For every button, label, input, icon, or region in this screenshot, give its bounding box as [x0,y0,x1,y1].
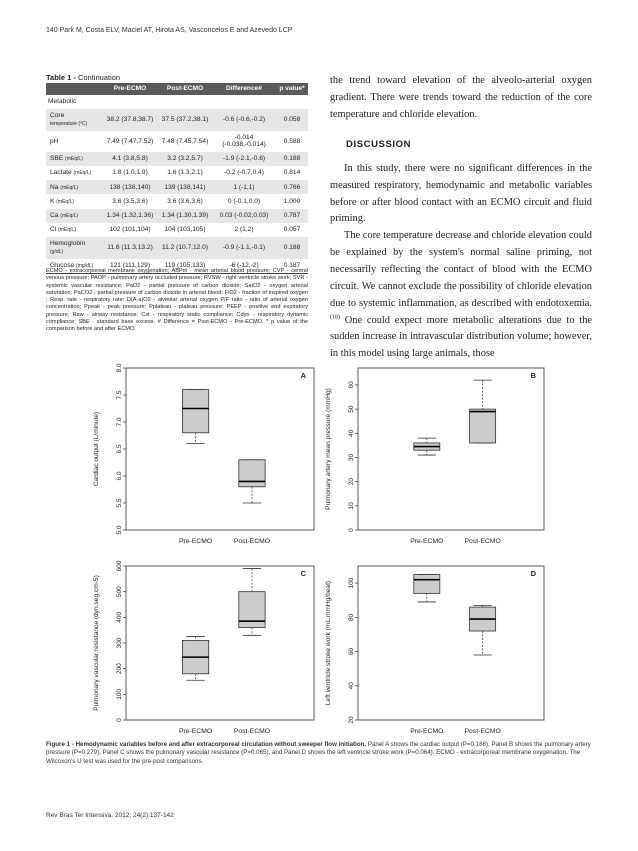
x-category-label: Pre-ECMO [410,538,444,545]
y-tick-label: 60 [348,647,355,656]
box-iqr [239,460,265,487]
table-cell-post-value: 1.34 (1.30,1.39) [158,209,212,223]
table-cell-row-label [46,209,102,223]
y-tick-label: 300 [116,637,123,649]
table-cell-pre-value: 102 (101,104) [109,225,151,233]
figure-caption [46,741,594,766]
table-header-p-value: p value* [276,83,308,95]
table-cell-row-label [46,180,102,194]
table-cell-p-value: 0.187 [276,259,308,274]
table-title-rest: Continuation [75,73,121,82]
y-axis-label: Left ventricle stroke work (mL.mmHg/beat) [325,580,332,706]
panel-label: A [300,371,306,380]
y-tick-label: 20 [348,478,355,486]
table-cell-row-label [46,194,102,208]
figure-caption-title: Figure 1 - Hemodynamic variables before and after extracorporeal circulation without sweeper flow initiation. [46,741,367,748]
table-header-pre: Pre-ECMO [102,83,158,95]
row-label-unit: (mEq/L) [73,170,92,177]
y-tick-label: 10 [348,502,355,510]
table-cell-post-value: 104 (103,105) [164,225,206,233]
body-paragraph-continuation: the trend toward elevation of the alveolo-arterial oxygen gradient. There were trends toward the reduction of the core temperature and chloride elevation. [330,75,592,120]
table-cell-p-value: 0.188 [276,152,308,166]
page-footer: Rev Bras Ter Intensiva. 2012; 24(2):137-142 [46,812,174,819]
x-category-label: Pre-ECMO [178,538,213,545]
y-tick-label: 7.5 [116,390,123,400]
figure-panel-d [320,558,550,740]
y-tick-label: 40 [348,429,355,437]
x-category-label: Post-ECMO [464,538,501,545]
y-tick-label: 5.5 [116,498,123,508]
boxplot-c [88,558,320,740]
row-label-text: Glucose [50,261,75,269]
table-row [46,152,308,166]
table-cell-difference-value: -0.014 (-0.038,-0.014) [222,133,266,149]
table-body [46,95,308,273]
table-cell-difference-value: -6 (-12,-2) [212,259,276,274]
x-category-label: Pre-ECMO [178,728,213,735]
figure-caption-body: Panel A shows the cardiac output (P=0.188), Panel B shows the pulmonary artery pressure (P=0.279), Panel C shows the pulmonary vascular resistance (P=0.065), and Panel D shows the left ventricle stroke work (P=0.064). ECMO - extracorporeal membrane oxygenation. The Wilcoxon's U test was used for the pre-post comparisons. [46,741,591,765]
boxplot-a [88,360,320,550]
body-text-column [330,73,592,363]
y-tick-label: 200 [116,663,123,675]
panel-label: C [300,569,306,578]
table-cell-post-value: 37.5 (37.2,38.1) [158,109,212,131]
x-category-label: Post-ECMO [233,728,271,735]
table-cell-p-value: 0.588 [283,137,301,145]
table-cell-difference-value: 0.03 (-0.02,0.03) [212,209,276,223]
table-row [46,223,308,237]
table-cell-pre-value: 4.1 (3.8,5.8) [102,152,158,166]
y-axis-label: Pulmonary vascular resistance (dyn.seg.cm-5) [93,575,100,711]
table-cell-pre-value: 138 (138,140) [102,180,158,194]
table-cell-difference-value: -0.9 (-1.1,-0.1) [212,237,276,259]
row-label-text: SBE [50,155,64,163]
table-header-post: Post-ECMO [158,83,212,95]
plot-frame [126,368,314,530]
table-cell-pre-value: 3.6 (3.5,3.6) [112,197,148,205]
box-iqr [182,390,208,433]
row-label-second-line: temperature (ºC) [50,120,88,127]
table-cell-p-value: 0.188 [276,237,308,259]
table-cell-post-value: 119 (105,133) [158,259,212,274]
y-tick-label: 60 [348,381,355,389]
y-tick-label: 6.0 [116,471,123,481]
y-tick-label: 5.0 [116,525,123,535]
y-tick-label: 0 [116,718,123,722]
section-heading-discussion: DISCUSSION [346,138,412,150]
row-label-unit: (mg/dL) [76,262,94,269]
boxplot-d [320,558,550,740]
row-label-text: pH [50,137,59,145]
table-cell-p-value: 0.814 [283,169,301,177]
x-category-label: Pre-ECMO [410,728,444,735]
table-footnote: ECMO - extracorporeal membrane oxygenation; ABPm - mean arterial blood pressure; CVP - central venous pressure; PAOP - pulmonary artery occluded pressure; RVSW - right ventricle stroke work; SVR - systemic vascular resistance; PaO2 - partial pressure of carbon dioxide; SatO2 - oxygen arterial saturation; PaCO2 - partial pressure of carbon dioxide in arterial blood; FiO2 - fraction of inspired oxygen ; Resp. rate - respiratory rate; D(A-a)O2 - alveolar arterial oxygen P/F ratio - ratio of arterial oxygen concentration; Ppeak - peak pressure; Pplateau - plateau pressure; PEEP - positive end expiratory pressure; Raw - airway resistance; Cst - respiratory static compliance; Cdyn - respiratory dynamic compliance; SBE - standard base excess. # Difference = Post-ECMO - Pre-ECMO. * p value of the comparison before and after ECMO. [46,268,308,333]
plot-frame [358,566,544,720]
table-cell-p-value: 1.000 [283,197,301,205]
table-cell-post-value: 7.48 (7.45,7.54) [161,137,209,145]
table-cell-row-label [46,237,102,259]
table-cell-post-value: 139 (138,141) [158,180,212,194]
table-cell-difference-value: -1.9 (-2.1,-0.6) [212,152,276,166]
y-tick-label: 20 [348,716,355,724]
table-cell-pre-value: 1.34 (1.32,1.36) [102,209,158,223]
boxplot-b [320,360,550,550]
table-cell-difference-value: 2 (1,2) [234,225,254,233]
row-label-text: Na [50,183,59,191]
data-table [46,83,308,274]
y-axis-label: Pulmonary artery mean pressure (mmHg) [325,388,332,510]
table-row [46,194,308,208]
plot-frame [358,368,544,530]
row-label-text: Lactate [50,169,72,177]
table-row [46,109,308,131]
row-label-text: Core [50,112,65,120]
table-row [46,237,308,259]
table-cell-row-label [46,109,102,131]
table-row [46,166,308,180]
table-cell-post-value: 3.2 (3.2,5.7) [158,152,212,166]
box-iqr [239,592,265,628]
row-label-text: K [50,197,55,205]
table-section-row [46,95,308,109]
table-cell-difference-value: -0.2 (-0.7,0.4) [224,169,264,177]
table-header-blank [46,83,102,95]
row-label-text: Ca [50,211,59,219]
table-cell-pre-value: 7.49 (7.47,7.52) [106,137,154,145]
table-cell-row-label [46,223,102,237]
table-row [46,180,308,194]
row-label-unit: (mEq/L) [65,156,83,163]
table-cell-p-value: 0.766 [276,180,308,194]
table-cell-post-value: 3.6 (3.6,3.6) [167,197,203,205]
table-cell-p-value: 0.787 [276,209,308,223]
y-tick-label: 80 [348,613,355,621]
body-paragraph-1: In this study, there were no significant differences in the measured respiratory, hemodynamic and metabolic variables before or after blood contact with an ECMO circuit and fluid priming. [330,162,592,225]
panel-label: B [530,371,536,380]
x-category-label: Post-ECMO [464,728,501,735]
table-cell-p-value: 0.057 [283,225,301,233]
row-label-unit: (mEq/L) [58,226,76,233]
y-tick-label: 100 [116,688,123,700]
y-tick-label: 50 [348,405,355,413]
table-cell-row-label [46,131,102,153]
table-row [46,209,308,223]
row-label-unit: (mEq/L) [60,184,79,191]
figure-panel-a [88,360,320,550]
y-tick-label: 0 [348,528,355,532]
body-paragraph-2 [330,228,592,363]
table-row [46,131,308,153]
row-label-unit: (mEq/L) [60,212,79,219]
table-cell-pre-value: 121 (111,129) [102,259,158,274]
y-tick-label: 400 [116,611,123,623]
table-cell-row-label [46,152,102,166]
figure-panel-b [320,360,550,550]
running-head: 140 Park M, Costa ELV, Maciel AT, Hirota AS, Vasconcelos E and Azevedo LCP [46,27,293,34]
y-tick-label: 40 [348,682,355,690]
y-tick-label: 100 [348,577,355,589]
body-paragraph-2-part-b: One could expect more metabolic alterations due to the sudden increase in intravascular distribution volume; however, in this model using large animals, those [330,314,592,360]
y-tick-label: 30 [348,453,355,462]
table-cell-row-label [46,166,102,180]
row-label-unit: (mEq/L) [56,198,75,205]
y-tick-label: 600 [116,560,123,572]
table-cell-pre-value: 38.2 (37.8,38.7) [102,109,158,131]
table-cell-pre-value: 11.6 (11.3,13.2) [102,237,158,259]
table-cell-difference-value: 1 (-1,1) [212,180,276,194]
body-paragraph-2-part-a: The core temperature decrease and chloride elevation could be explained by the system's normal saline priming, not necessarily reflecting the contact of blood with the ECMO circuit. We cannot exclude the possibility of chloride elevation due to systemic inflammation, as described with endotoxemia. [330,230,592,309]
y-tick-label: 8.0 [116,363,123,373]
panel-label: D [530,569,536,578]
y-tick-label: 7.0 [116,417,123,427]
table-cell-post-value: 11.2 (10.7,12.0) [158,237,212,259]
table-title-label: Table 1 - [46,73,76,82]
box-iqr [414,575,440,594]
table-cell-post-value: 1.6 (1.3,2.1) [167,169,203,177]
citation-ref: (18) [330,314,340,321]
y-axis-label: Cardiac output (L/minute) [93,411,100,487]
y-tick-label: 500 [116,586,123,598]
y-tick-label: 6.5 [116,444,123,454]
plot-frame [126,566,314,720]
table-cell-difference-value: -0.6 (-0.6,-0.2) [212,109,276,131]
table-cell-difference-value: 0 (-0.1,0.0) [227,197,261,205]
x-category-label: Post-ECMO [233,538,271,545]
box-iqr [470,409,496,443]
table-title [46,73,120,82]
table-cell-p-value: 0.058 [276,109,308,131]
table-header-row [46,83,308,95]
table-section-label: Metabolic [48,98,77,106]
row-label-second-line: (g/dL) [50,248,64,255]
table-header-difference: Difference# [212,83,276,95]
row-label-text: Hemoglobin [50,240,86,248]
figure-panel-c [88,558,320,740]
table-cell-pre-value: 1.8 (1.0,1.9) [112,169,148,177]
row-label-text: Cl [50,225,57,233]
